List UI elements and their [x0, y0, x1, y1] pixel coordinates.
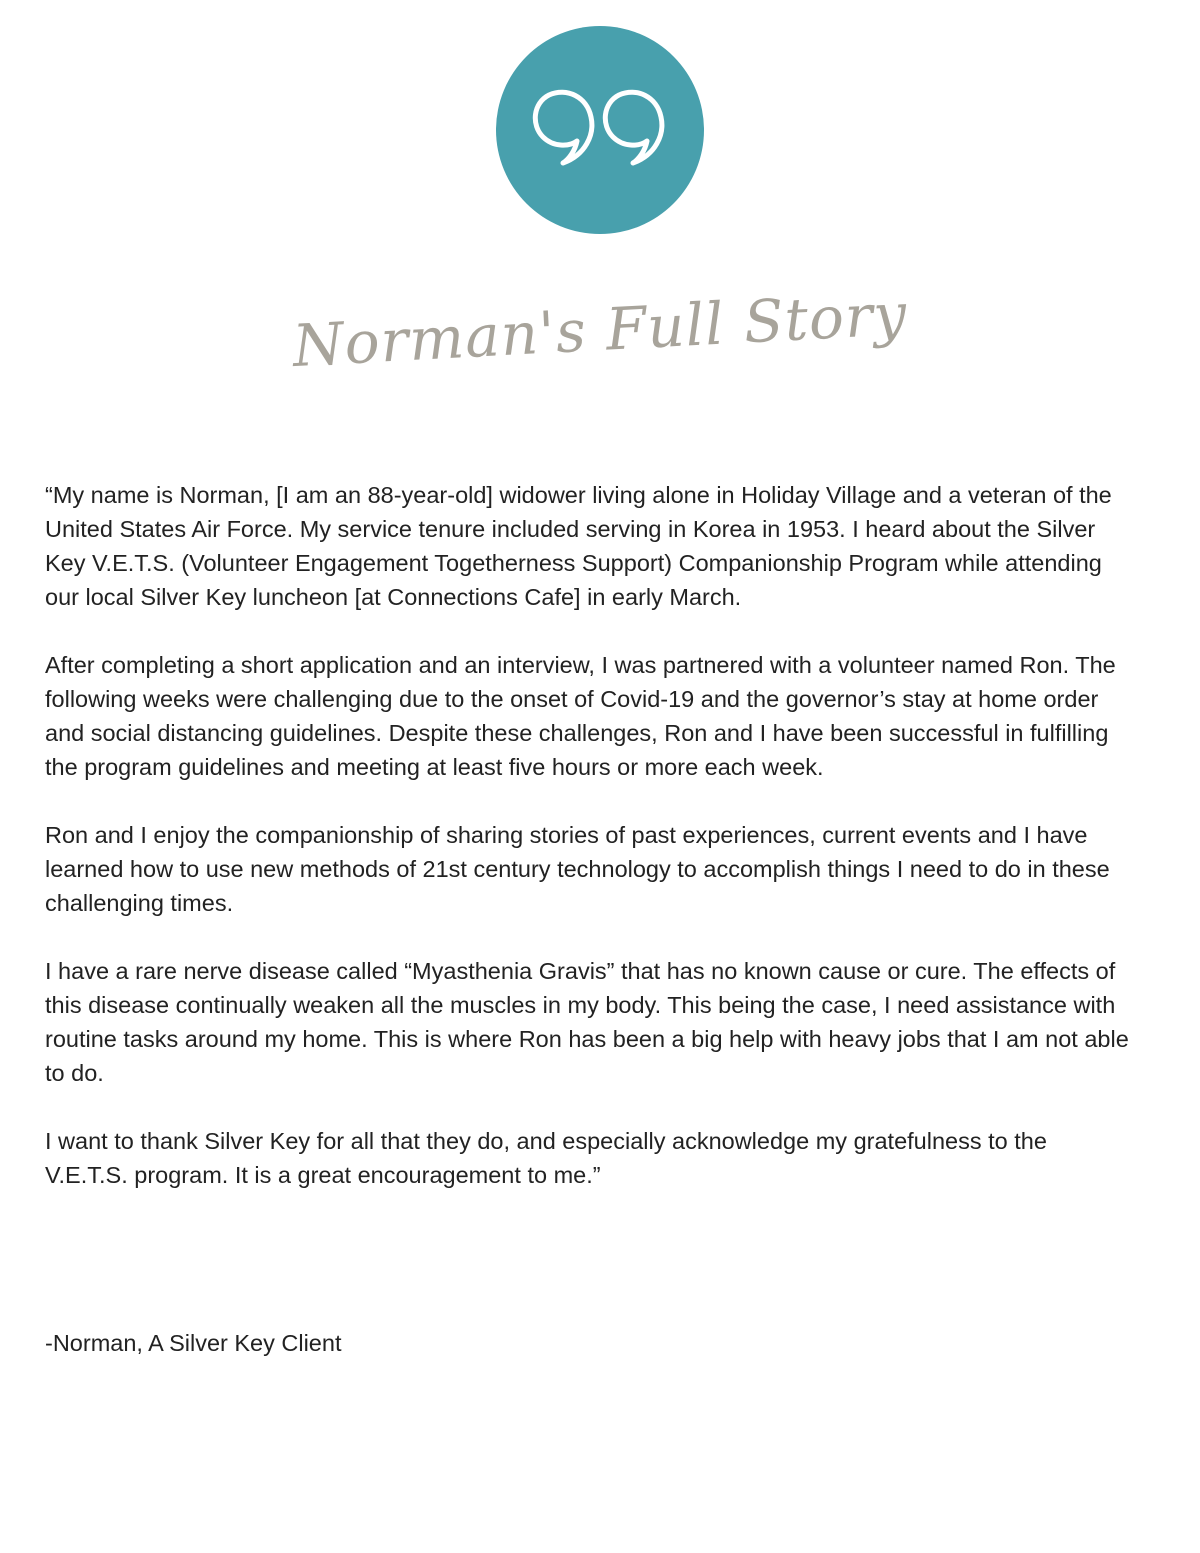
- story-paragraph: I want to thank Silver Key for all that they do, and especially acknowledge my gratefulness to the V.E.T.S. program. It is a great encouragement to me.”: [45, 1128, 1047, 1188]
- story-paragraph: I have a rare nerve disease called “Myasthenia Gravis” that has no known cause or cure. The effects of this disease continually weaken all the muscles in my body. This being the case, I need assistance with routine tasks around my home. This is where Ron has been a big help with heavy jobs that I am not able to do.: [45, 958, 1129, 1086]
- story-paragraph: “My name is Norman, [I am an 88-year-old] widower living alone in Holiday Village and a veteran of the United States Air Force. My service tenure included serving in Korea in 1953. I heard about the Silver Key V.E.T.S. (Volunteer Engagement Togetherness Support) Companionship Program while attending our local Silver Key luncheon [at Connections Cafe] in early March.: [45, 482, 1112, 610]
- quote-badge: [496, 26, 704, 234]
- story-body: [45, 478, 1135, 1226]
- quote-marks-icon: [525, 75, 675, 185]
- signature: -Norman, A Silver Key Client: [45, 1330, 342, 1356]
- page-title: Norman's Full Story: [291, 279, 909, 381]
- story-paragraph: Ron and I enjoy the companionship of sharing stories of past experiences, current events and I have learned how to use new methods of 21st century technology to accomplish things I need to do in these challenging times.: [45, 822, 1110, 916]
- story-paragraph: After completing a short application and an interview, I was partnered with a volunteer named Ron. The following weeks were challenging due to the onset of Covid-19 and the governor’s stay at home order and social distancing guidelines. Despite these challenges, Ron and I have been successful in fulfilling the program guidelines and meeting at least five hours or more each week.: [45, 652, 1116, 780]
